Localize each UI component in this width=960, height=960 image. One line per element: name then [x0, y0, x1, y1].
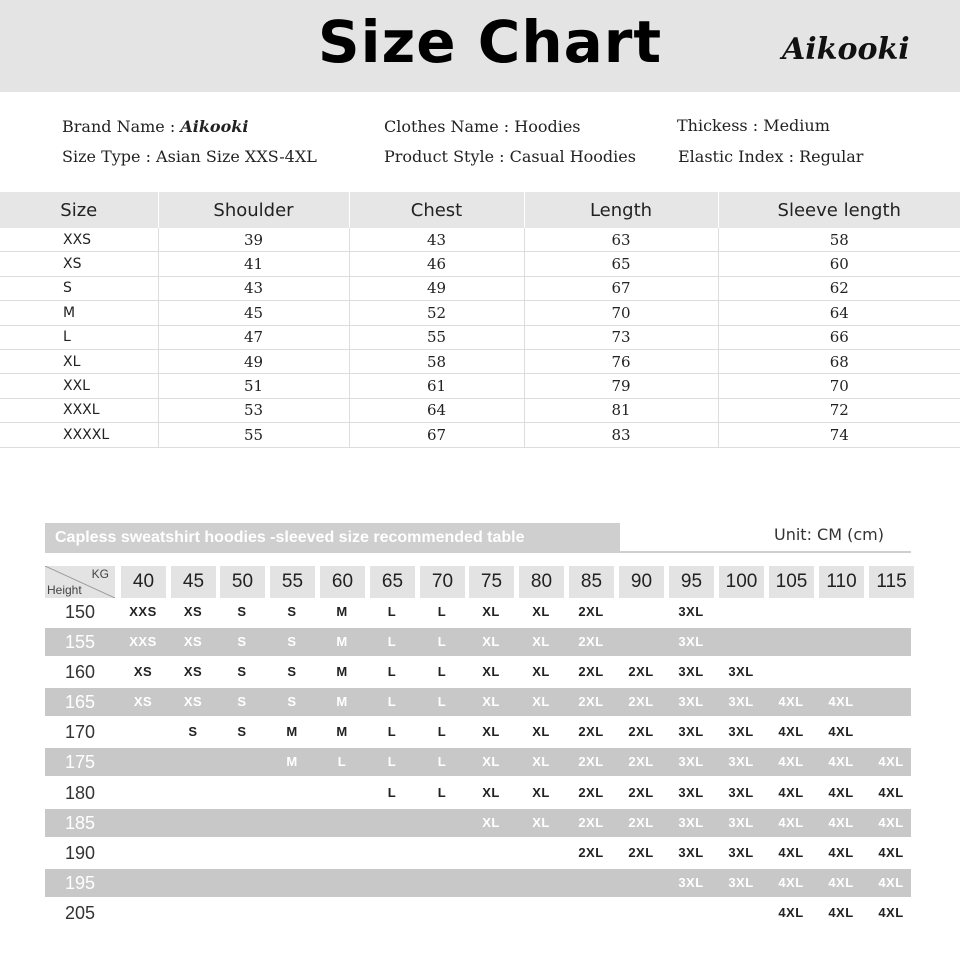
recommend-row	[45, 809, 911, 837]
recommended-size: 2XL	[578, 634, 604, 649]
cell-chest: 55	[349, 325, 524, 349]
recommended-size: 3XL	[678, 724, 704, 739]
recommended-size: 2XL	[578, 694, 604, 709]
height-value: 160	[65, 662, 96, 682]
recommended-size: 4XL	[778, 845, 804, 860]
recommended-size: L	[387, 634, 397, 649]
cell-shoulder: 45	[158, 301, 349, 325]
cell-size: M	[0, 301, 158, 325]
recommended-size: 4XL	[828, 724, 854, 739]
recommend-title: Capless sweatshirt hoodies -sleeved size recommended table	[45, 523, 620, 551]
recommended-size: L	[437, 785, 447, 800]
elastic-index-info: Elastic Index : Regular	[678, 147, 864, 166]
corner-header	[45, 566, 115, 598]
cell-length: 81	[524, 398, 718, 422]
recommended-size: XL	[532, 785, 550, 800]
recommended-size: 4XL	[878, 815, 904, 830]
recommended-size: 4XL	[828, 785, 854, 800]
brand-logo: Aikooki	[782, 32, 910, 67]
recommend-row	[45, 899, 911, 927]
cell-length: 63	[524, 228, 718, 252]
recommended-size: 4XL	[778, 724, 804, 739]
recommended-size: S	[237, 604, 247, 619]
recommended-size: XL	[532, 754, 550, 769]
corner-height-label: Height	[47, 583, 82, 597]
recommended-size: L	[387, 754, 397, 769]
cell-sleeve-length: 68	[718, 349, 960, 373]
recommended-size: XS	[133, 664, 153, 679]
table-row	[0, 301, 960, 325]
recommended-size: S	[287, 694, 297, 709]
recommended-size: 4XL	[878, 754, 904, 769]
recommended-size: XL	[532, 634, 550, 649]
recommended-size: XL	[532, 664, 550, 679]
recommended-size: S	[237, 724, 247, 739]
cell-size: S	[0, 276, 158, 300]
height-value: 175	[65, 752, 96, 772]
recommended-size: 3XL	[678, 604, 704, 619]
recommended-size: XL	[482, 664, 500, 679]
corner-kg-label: KG	[91, 567, 109, 581]
recommended-size: 4XL	[878, 905, 904, 920]
cell-length: 76	[524, 349, 718, 373]
table-row	[0, 252, 960, 276]
header-length: Length	[524, 192, 718, 228]
recommended-size: 4XL	[778, 754, 804, 769]
recommended-size: 4XL	[878, 845, 904, 860]
cell-shoulder: 39	[158, 228, 349, 252]
recommended-size: M	[336, 694, 348, 709]
recommended-size: XL	[482, 634, 500, 649]
recommended-size: 4XL	[828, 815, 854, 830]
cell-length: 65	[524, 252, 718, 276]
cell-length: 83	[524, 423, 718, 447]
recommended-size: L	[387, 604, 397, 619]
product-info	[0, 92, 960, 192]
recommended-size: 2XL	[578, 664, 604, 679]
recommended-size: 4XL	[828, 875, 854, 890]
table-row	[0, 228, 960, 252]
cell-chest: 64	[349, 398, 524, 422]
recommended-size: 3XL	[678, 664, 704, 679]
weight-header: 110	[819, 566, 864, 598]
recommended-size: S	[287, 664, 297, 679]
recommended-size: XL	[532, 815, 550, 830]
recommended-size: XS	[183, 604, 203, 619]
recommended-size: M	[336, 634, 348, 649]
cell-shoulder: 43	[158, 276, 349, 300]
recommended-size: L	[437, 694, 447, 709]
cell-chest: 43	[349, 228, 524, 252]
cell-size: XXL	[0, 374, 158, 398]
cell-shoulder: 55	[158, 423, 349, 447]
weight-header: 100	[719, 566, 764, 598]
weight-header: 60	[320, 566, 365, 598]
recommended-size: 3XL	[678, 754, 704, 769]
height-value: 170	[65, 722, 96, 742]
recommended-size: 4XL	[878, 785, 904, 800]
clothes-name-info: Clothes Name : Hoodies	[384, 117, 581, 136]
recommended-size: XL	[532, 604, 550, 619]
cell-size: XS	[0, 252, 158, 276]
recommended-size: M	[336, 724, 348, 739]
recommended-size: 4XL	[778, 785, 804, 800]
cell-shoulder: 47	[158, 325, 349, 349]
recommended-size: M	[286, 754, 298, 769]
header-shoulder: Shoulder	[158, 192, 349, 228]
recommended-size: S	[237, 634, 247, 649]
weight-header: 115	[869, 566, 914, 598]
brand-name-info	[62, 117, 248, 136]
recommended-size: 2XL	[628, 815, 654, 830]
recommended-size: 4XL	[878, 875, 904, 890]
cell-chest: 61	[349, 374, 524, 398]
cell-shoulder: 51	[158, 374, 349, 398]
recommended-size: 3XL	[728, 845, 754, 860]
cell-shoulder: 41	[158, 252, 349, 276]
recommended-size: 2XL	[628, 664, 654, 679]
recommended-size: XS	[183, 664, 203, 679]
height-value: 195	[65, 873, 96, 893]
recommended-size: XL	[532, 724, 550, 739]
cell-sleeve-length: 72	[718, 398, 960, 422]
recommended-size: L	[387, 694, 397, 709]
recommended-size: 4XL	[828, 845, 854, 860]
cell-size: XXS	[0, 228, 158, 252]
height-value: 155	[65, 632, 96, 652]
recommended-size: 4XL	[828, 905, 854, 920]
recommended-size: 3XL	[728, 724, 754, 739]
recommended-size: 4XL	[828, 754, 854, 769]
recommended-size: XL	[482, 724, 500, 739]
cell-length: 70	[524, 301, 718, 325]
recommend-row	[45, 598, 911, 626]
recommended-size: XL	[482, 604, 500, 619]
recommend-row	[45, 748, 911, 776]
table-row	[0, 325, 960, 349]
recommended-size: L	[337, 754, 347, 769]
recommend-divider	[45, 551, 911, 553]
recommended-size: L	[437, 754, 447, 769]
weight-header: 65	[370, 566, 415, 598]
cell-chest: 52	[349, 301, 524, 325]
recommended-size: 2XL	[578, 754, 604, 769]
recommended-size: 3XL	[678, 634, 704, 649]
recommended-size: S	[237, 664, 247, 679]
recommended-size: 2XL	[628, 845, 654, 860]
recommended-size: 3XL	[728, 754, 754, 769]
recommended-size: L	[437, 664, 447, 679]
cell-size: XXXXL	[0, 423, 158, 447]
recommended-size: 3XL	[678, 845, 704, 860]
recommended-size: S	[287, 634, 297, 649]
cell-chest: 49	[349, 276, 524, 300]
cell-chest: 67	[349, 423, 524, 447]
cell-chest: 58	[349, 349, 524, 373]
cell-length: 73	[524, 325, 718, 349]
recommended-size: 2XL	[628, 694, 654, 709]
weight-header: 80	[519, 566, 564, 598]
header-sleeve-length: Sleeve length	[718, 192, 960, 228]
recommended-size: 3XL	[728, 664, 754, 679]
height-value: 180	[65, 783, 96, 803]
height-value: 150	[65, 602, 96, 622]
cell-shoulder: 49	[158, 349, 349, 373]
recommended-size: XL	[482, 785, 500, 800]
recommended-size: L	[387, 664, 397, 679]
table-row	[0, 398, 960, 422]
recommended-size: L	[387, 724, 397, 739]
recommended-size: L	[437, 634, 447, 649]
recommended-size: 2XL	[578, 724, 604, 739]
cell-length: 79	[524, 374, 718, 398]
cell-sleeve-length: 60	[718, 252, 960, 276]
table-row	[0, 276, 960, 300]
recommended-size: 3XL	[678, 694, 704, 709]
size-table	[0, 192, 960, 448]
cell-length: 67	[524, 276, 718, 300]
brand-name-label: Brand Name :	[62, 117, 181, 136]
weight-header: 50	[220, 566, 265, 598]
recommended-size: 2XL	[628, 724, 654, 739]
recommended-size: XXS	[129, 604, 157, 619]
weight-header: 85	[569, 566, 614, 598]
recommended-size: 2XL	[578, 815, 604, 830]
recommended-size: 4XL	[778, 694, 804, 709]
recommended-size: L	[437, 724, 447, 739]
recommended-size: XL	[482, 815, 500, 830]
recommend-row	[45, 718, 911, 746]
recommended-size: 2XL	[628, 785, 654, 800]
cell-sleeve-length: 64	[718, 301, 960, 325]
recommended-size: 3XL	[678, 815, 704, 830]
size-type-info: Size Type : Asian Size XXS-4XL	[62, 147, 317, 166]
cell-shoulder: 53	[158, 398, 349, 422]
weight-header: 70	[420, 566, 465, 598]
cell-chest: 46	[349, 252, 524, 276]
recommended-size: XS	[133, 694, 153, 709]
header-chest: Chest	[349, 192, 524, 228]
cell-size: XL	[0, 349, 158, 373]
recommended-size: 3XL	[728, 815, 754, 830]
recommended-size: M	[336, 604, 348, 619]
recommended-size: XS	[183, 634, 203, 649]
recommend-row	[45, 869, 911, 897]
recommended-size: XS	[183, 694, 203, 709]
cell-size: L	[0, 325, 158, 349]
header-size: Size	[0, 192, 158, 228]
weight-header: 40	[121, 566, 166, 598]
size-table-header	[0, 192, 960, 228]
cell-sleeve-length: 58	[718, 228, 960, 252]
weight-header: 55	[270, 566, 315, 598]
table-row	[0, 349, 960, 373]
cell-sleeve-length: 66	[718, 325, 960, 349]
recommended-size: 3XL	[678, 785, 704, 800]
brand-name-value: Aikooki	[180, 117, 249, 136]
recommended-size: XL	[532, 694, 550, 709]
recommended-size: XL	[482, 694, 500, 709]
recommended-size: 3XL	[728, 694, 754, 709]
recommended-size: S	[188, 724, 198, 739]
recommend-row	[45, 628, 911, 656]
recommended-size: 3XL	[678, 875, 704, 890]
recommended-size: XL	[482, 754, 500, 769]
recommend-row	[45, 688, 911, 716]
recommended-size: XXS	[129, 634, 157, 649]
height-value: 205	[65, 903, 96, 923]
recommended-size: 4XL	[778, 905, 804, 920]
recommended-size: 4XL	[778, 875, 804, 890]
product-style-info: Product Style : Casual Hoodies	[384, 147, 636, 166]
weight-header: 90	[619, 566, 664, 598]
cell-sleeve-length: 74	[718, 423, 960, 447]
recommended-size: 4XL	[778, 815, 804, 830]
recommended-size: 2XL	[578, 785, 604, 800]
table-row	[0, 423, 960, 447]
cell-sleeve-length: 62	[718, 276, 960, 300]
table-row	[0, 374, 960, 398]
recommended-size: S	[237, 694, 247, 709]
weight-header: 105	[769, 566, 814, 598]
recommended-size: 3XL	[728, 785, 754, 800]
cell-sleeve-length: 70	[718, 374, 960, 398]
height-value: 185	[65, 813, 96, 833]
recommended-size: M	[286, 724, 298, 739]
height-value: 190	[65, 843, 96, 863]
recommended-size: 2XL	[578, 845, 604, 860]
recommended-size: M	[336, 664, 348, 679]
height-value: 165	[65, 692, 96, 712]
page-title: Size Chart	[317, 8, 663, 76]
weight-header: 75	[469, 566, 514, 598]
recommended-size: L	[387, 785, 397, 800]
recommend-row	[45, 779, 911, 807]
cell-size: XXXL	[0, 398, 158, 422]
recommend-row	[45, 839, 911, 867]
recommended-size: 3XL	[728, 875, 754, 890]
recommended-size: 2XL	[628, 754, 654, 769]
recommended-size: S	[287, 604, 297, 619]
recommended-size: L	[437, 604, 447, 619]
weight-header: 95	[669, 566, 714, 598]
recommend-row	[45, 658, 911, 686]
recommended-size: 4XL	[828, 694, 854, 709]
thickness-info: Thickess : Medium	[677, 116, 830, 135]
unit-label: Unit: CM (cm)	[774, 525, 884, 544]
recommended-size: 2XL	[578, 604, 604, 619]
weight-header: 45	[171, 566, 216, 598]
